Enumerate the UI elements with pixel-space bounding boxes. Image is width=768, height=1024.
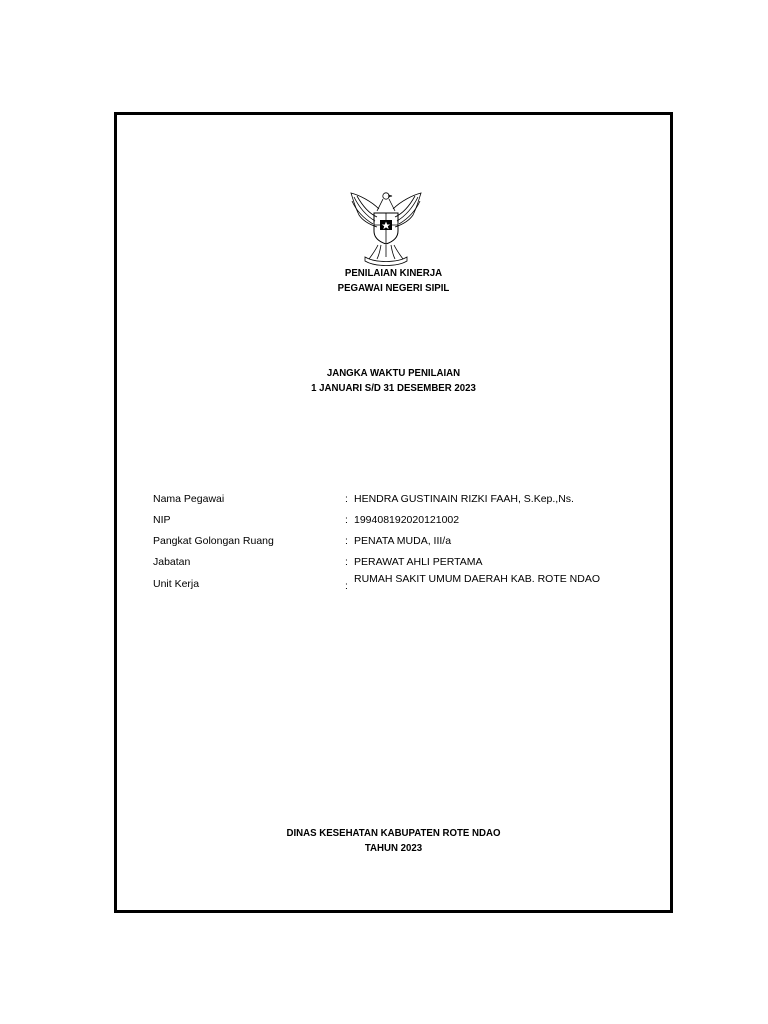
- row-label: NIP: [153, 514, 171, 526]
- title-line-2: PEGAWAI NEGERI SIPIL: [337, 282, 450, 294]
- employee-row-nip: [153, 514, 633, 528]
- document-page: [114, 112, 673, 913]
- row-separator: :: [345, 580, 348, 592]
- row-value: PENATA MUDA, III/a: [354, 535, 452, 547]
- period-heading: JANGKA WAKTU PENILAIAN: [326, 367, 461, 379]
- row-separator: :: [345, 556, 348, 568]
- row-label: Jabatan: [153, 556, 191, 568]
- row-value: PERAWAT AHLI PERTAMA: [354, 556, 483, 568]
- row-separator: :: [345, 493, 348, 505]
- period-range: 1 JANUARI S/D 31 DESEMBER 2023: [311, 382, 476, 394]
- issuing-office: [139, 826, 648, 856]
- employee-row-unit: [153, 573, 633, 592]
- garuda-pancasila-icon: [345, 187, 427, 267]
- row-separator: :: [345, 535, 348, 547]
- row-label: Nama Pegawai: [153, 493, 225, 505]
- row-label: Unit Kerja: [153, 578, 200, 590]
- document-title: [139, 266, 648, 296]
- title-line-1: PENILAIAN KINERJA: [344, 267, 443, 279]
- footer-line-2: TAHUN 2023: [364, 842, 423, 854]
- row-separator: :: [345, 514, 348, 526]
- row-label: Pangkat Golongan Ruang: [153, 535, 274, 547]
- employee-row-position: [153, 556, 633, 570]
- assessment-period: [139, 366, 648, 396]
- row-value: HENDRA GUSTINAIN RIZKI FAAH, S.Kep.,Ns.: [354, 493, 574, 505]
- employee-row-rank: [153, 535, 633, 549]
- row-value: RUMAH SAKIT UMUM DAERAH KAB. ROTE NDAO: [354, 573, 601, 585]
- employee-row-name: [153, 493, 633, 507]
- footer-line-1: DINAS KESEHATAN KABUPATEN ROTE NDAO: [286, 827, 501, 839]
- row-value: 199408192020121002: [354, 514, 460, 526]
